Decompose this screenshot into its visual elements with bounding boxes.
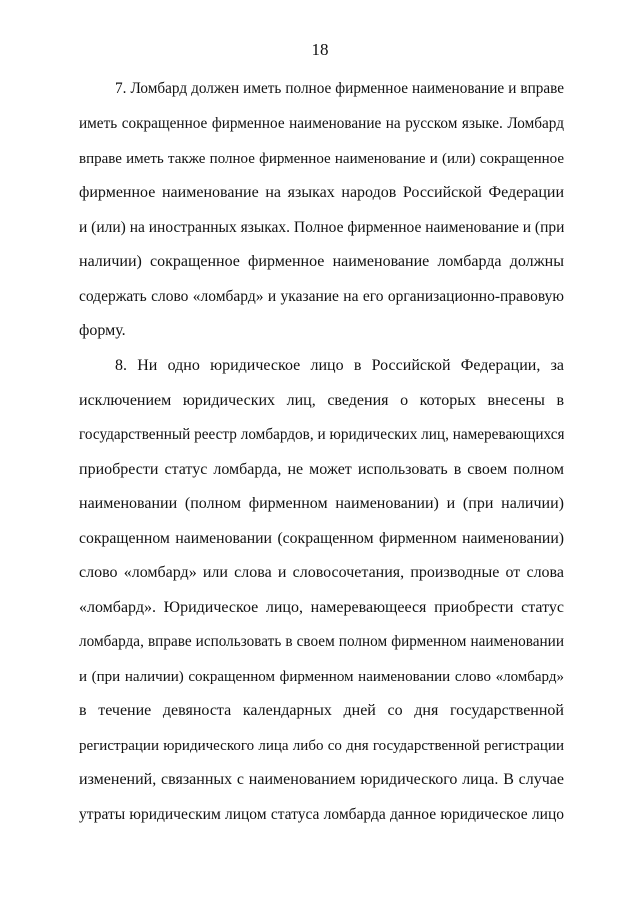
paragraph-8-line-11: в течение девяноста календарных дней со дня государственной xyxy=(79,702,564,719)
paragraph-7-line-3: вправе иметь также полное фирменное наименование и (или) сокращенное xyxy=(79,151,564,167)
paragraph-8-line-10: и (при наличии) сокращенном фирменном наименовании слово «ломбард» xyxy=(79,669,564,685)
page-number: 18 xyxy=(311,40,329,59)
paragraph-8-line-2: исключением юридических лиц, сведения о которых внесены в xyxy=(79,392,564,409)
paragraph-7-line-8: форму. xyxy=(79,322,126,339)
paragraph-8-line-3: государственный реестр ломбардов, и юридических лиц, намеревающихся xyxy=(79,426,564,443)
paragraph-8-line-13: изменений, связанных с наименованием юридического лица. В случае xyxy=(79,771,564,788)
paragraph-7-line-4: фирменное наименование на языках народов Российской Федерации xyxy=(79,184,564,201)
paragraph-7-line-6: наличии) сокращенное фирменное наименование ломбарда должны xyxy=(79,253,564,270)
paragraph-8-line-1: 8. Ни одно юридическое лицо в Российской Федерации, за xyxy=(115,357,564,374)
paragraph-8-line-8: «ломбард». Юридическое лицо, намеревающееся приобрести статус xyxy=(79,599,564,616)
paragraph-8-line-5: наименовании (полном фирменном наименовании) и (при наличии) xyxy=(79,495,564,512)
paragraph-7-line-2: иметь сокращенное фирменное наименование на русском языке. Ломбард xyxy=(79,115,564,132)
paragraph-8-line-7: слово «ломбард» или слова и словосочетания, производные от слова xyxy=(79,564,564,581)
paragraph-8-line-4: приобрести статус ломбарда, не может использовать в своем полном xyxy=(79,461,564,478)
paragraph-8-line-6: сокращенном наименовании (сокращенном фирменном наименовании) xyxy=(79,530,564,547)
paragraph-8-line-9: ломбарда, вправе использовать в своем полном фирменном наименовании xyxy=(79,633,564,650)
paragraph-7-line-7: содержать слово «ломбард» и указание на его организационно-правовую xyxy=(79,288,564,305)
paragraph-7-line-5: и (или) на иностранных языках. Полное фирменное наименование и (при xyxy=(79,219,564,236)
paragraph-8-line-14: утраты юридическим лицом статуса ломбарда данное юридическое лицо xyxy=(79,806,564,823)
paragraph-8-line-12: регистрации юридического лица либо со дня государственной регистрации xyxy=(79,738,564,754)
paragraph-7-line-1: 7. Ломбард должен иметь полное фирменное наименование и вправе xyxy=(115,80,564,97)
